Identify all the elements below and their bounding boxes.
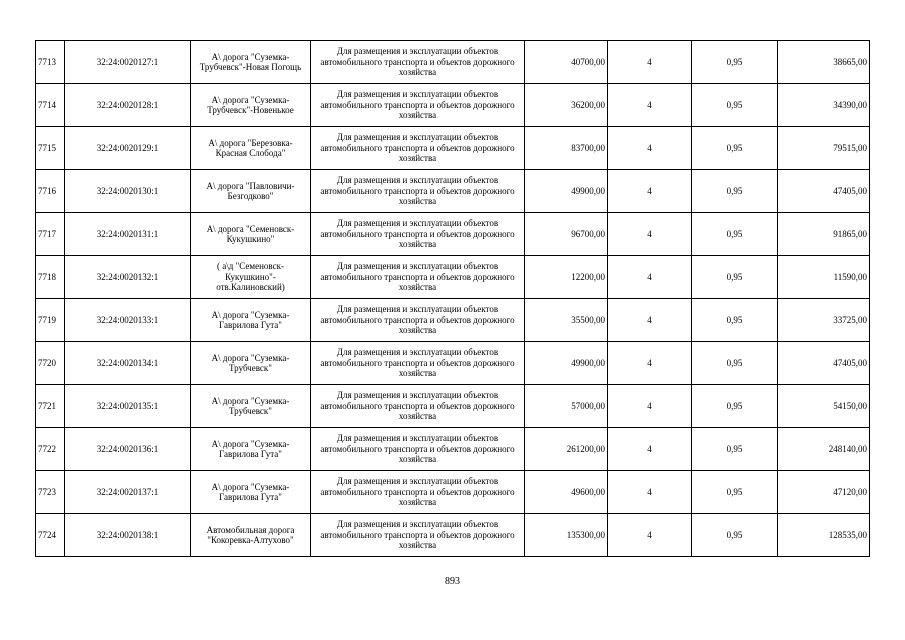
cost-value: 54150,00 (778, 385, 870, 428)
object-name: А\ дорога "Семеновск-Кукушкино" (191, 213, 311, 256)
permitted-use: Для размещения и эксплуатации объектов автомобильного транспорта и объектов дорожного хозяйства (311, 84, 525, 127)
table-row (36, 385, 870, 428)
cost-value: 47405,00 (778, 170, 870, 213)
object-name: А\ дорога "Суземка-Гаврилова Гута" (191, 471, 311, 514)
coefficient-value: 0,95 (692, 471, 778, 514)
coefficient-value: 0,95 (692, 342, 778, 385)
object-name: А\ дорога "Суземка-Трубчевск"-Новенькое (191, 84, 311, 127)
permitted-use: Для размещения и эксплуатации объектов автомобильного транспорта и объектов дорожного хозяйства (311, 127, 525, 170)
record-number: 7718 (36, 256, 65, 299)
record-number: 7713 (36, 41, 65, 84)
coefficient-value: 0,95 (692, 41, 778, 84)
cadastral-number: 32:24:0020133:1 (65, 299, 191, 342)
record-number: 7720 (36, 342, 65, 385)
permitted-use: Для размещения и эксплуатации объектов автомобильного транспорта и объектов дорожного хозяйства (311, 514, 525, 557)
area-value: 36200,00 (525, 84, 608, 127)
zone-value: 4 (608, 127, 692, 170)
zone-value: 4 (608, 428, 692, 471)
record-number: 7717 (36, 213, 65, 256)
area-value: 35500,00 (525, 299, 608, 342)
cost-value: 47120,00 (778, 471, 870, 514)
record-number: 7714 (36, 84, 65, 127)
zone-value: 4 (608, 471, 692, 514)
table-row (36, 471, 870, 514)
coefficient-value: 0,95 (692, 256, 778, 299)
cadastral-number: 32:24:0020138:1 (65, 514, 191, 557)
table-row (36, 170, 870, 213)
record-number: 7721 (36, 385, 65, 428)
record-number: 7722 (36, 428, 65, 471)
zone-value: 4 (608, 41, 692, 84)
coefficient-value: 0,95 (692, 428, 778, 471)
area-value: 12200,00 (525, 256, 608, 299)
coefficient-value: 0,95 (692, 299, 778, 342)
table-row (36, 299, 870, 342)
table-row (36, 127, 870, 170)
area-value: 40700,00 (525, 41, 608, 84)
area-value: 57000,00 (525, 385, 608, 428)
coefficient-value: 0,95 (692, 84, 778, 127)
permitted-use: Для размещения и эксплуатации объектов автомобильного транспорта и объектов дорожного хозяйства (311, 256, 525, 299)
land-register-table (35, 40, 870, 557)
coefficient-value: 0,95 (692, 213, 778, 256)
cost-value: 128535,00 (778, 514, 870, 557)
record-number: 7716 (36, 170, 65, 213)
object-name: А\ дорога "Суземка-Трубчевск"-Новая Погощь (191, 41, 311, 84)
zone-value: 4 (608, 256, 692, 299)
table-row (36, 256, 870, 299)
cadastral-number: 32:24:0020127:1 (65, 41, 191, 84)
table-row (36, 213, 870, 256)
coefficient-value: 0,95 (692, 170, 778, 213)
cost-value: 33725,00 (778, 299, 870, 342)
cadastral-number: 32:24:0020129:1 (65, 127, 191, 170)
record-number: 7724 (36, 514, 65, 557)
table-row (36, 342, 870, 385)
zone-value: 4 (608, 213, 692, 256)
cadastral-number: 32:24:0020134:1 (65, 342, 191, 385)
permitted-use: Для размещения и эксплуатации объектов автомобильного транспорта и объектов дорожного хозяйства (311, 428, 525, 471)
cost-value: 11590,00 (778, 256, 870, 299)
area-value: 49600,00 (525, 471, 608, 514)
object-name: А\ дорога "Суземка-Трубчевск" (191, 342, 311, 385)
zone-value: 4 (608, 385, 692, 428)
area-value: 96700,00 (525, 213, 608, 256)
cadastral-number: 32:24:0020137:1 (65, 471, 191, 514)
permitted-use: Для размещения и эксплуатации объектов автомобильного транспорта и объектов дорожного хозяйства (311, 213, 525, 256)
cadastral-number: 32:24:0020132:1 (65, 256, 191, 299)
table-row (36, 41, 870, 84)
table-row (36, 428, 870, 471)
permitted-use: Для размещения и эксплуатации объектов автомобильного транспорта и объектов дорожного хозяйства (311, 385, 525, 428)
object-name: А\ дорога "Березовка-Красная Слобода" (191, 127, 311, 170)
cadastral-number: 32:24:0020130:1 (65, 170, 191, 213)
object-name: Автомобильная дорога "Кокоревка-Алтухово" (191, 514, 311, 557)
permitted-use: Для размещения и эксплуатации объектов автомобильного транспорта и объектов дорожного хозяйства (311, 41, 525, 84)
cost-value: 38665,00 (778, 41, 870, 84)
table-row (36, 84, 870, 127)
cost-value: 79515,00 (778, 127, 870, 170)
zone-value: 4 (608, 514, 692, 557)
cadastral-number: 32:24:0020136:1 (65, 428, 191, 471)
permitted-use: Для размещения и эксплуатации объектов автомобильного транспорта и объектов дорожного хозяйства (311, 471, 525, 514)
record-number: 7723 (36, 471, 65, 514)
cadastral-number: 32:24:0020135:1 (65, 385, 191, 428)
area-value: 49900,00 (525, 170, 608, 213)
area-value: 135300,00 (525, 514, 608, 557)
cadastral-number: 32:24:0020131:1 (65, 213, 191, 256)
cost-value: 248140,00 (778, 428, 870, 471)
zone-value: 4 (608, 170, 692, 213)
area-value: 49900,00 (525, 342, 608, 385)
cost-value: 34390,00 (778, 84, 870, 127)
object-name: А\ дорога "Суземка-Гаврилова Гута" (191, 299, 311, 342)
object-name: ( а\д "Семеновск-Кукушкино"-отв.Калиновский) (191, 256, 311, 299)
coefficient-value: 0,95 (692, 127, 778, 170)
zone-value: 4 (608, 342, 692, 385)
table-row (36, 514, 870, 557)
page-number: 893 (445, 576, 460, 587)
object-name: А\ дорога "Суземка-Трубчевск" (191, 385, 311, 428)
permitted-use: Для размещения и эксплуатации объектов автомобильного транспорта и объектов дорожного хозяйства (311, 170, 525, 213)
cost-value: 91865,00 (778, 213, 870, 256)
area-value: 261200,00 (525, 428, 608, 471)
object-name: А\ дорога "Павловичи-Безгодково" (191, 170, 311, 213)
zone-value: 4 (608, 299, 692, 342)
record-number: 7719 (36, 299, 65, 342)
coefficient-value: 0,95 (692, 385, 778, 428)
object-name: А\ дорога "Суземка-Гаврилова Гута" (191, 428, 311, 471)
zone-value: 4 (608, 84, 692, 127)
area-value: 83700,00 (525, 127, 608, 170)
record-number: 7715 (36, 127, 65, 170)
cost-value: 47405,00 (778, 342, 870, 385)
permitted-use: Для размещения и эксплуатации объектов автомобильного транспорта и объектов дорожного хозяйства (311, 299, 525, 342)
permitted-use: Для размещения и эксплуатации объектов автомобильного транспорта и объектов дорожного хозяйства (311, 342, 525, 385)
coefficient-value: 0,95 (692, 514, 778, 557)
cadastral-number: 32:24:0020128:1 (65, 84, 191, 127)
